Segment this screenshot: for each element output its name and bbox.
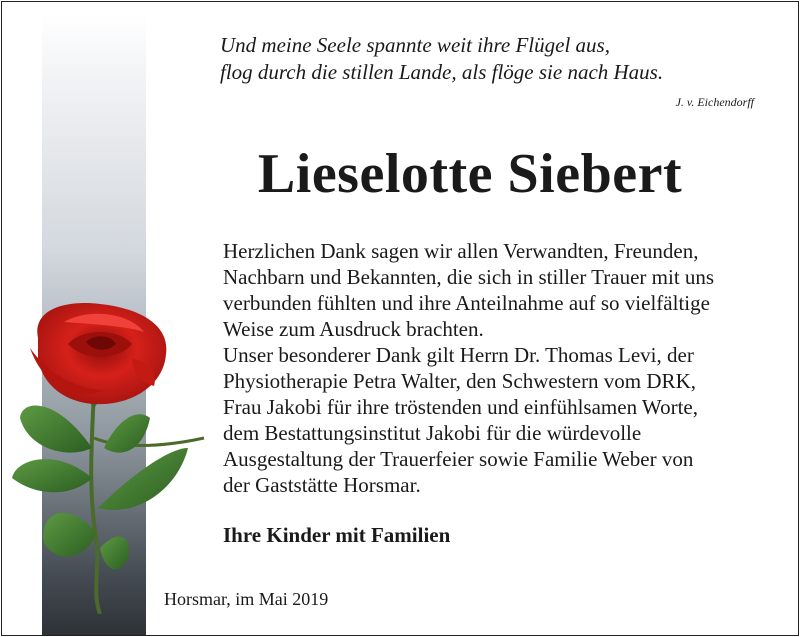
message-line: Physiotherapie Petra Walter, den Schwestern vom DRK, bbox=[223, 369, 696, 393]
deceased-name: Lieselotte Siebert bbox=[257, 143, 683, 205]
place-date: Horsmar, im Mai 2019 bbox=[164, 589, 329, 609]
signature: Ihre Kinder mit Familien bbox=[223, 523, 451, 547]
obituary-card bbox=[1, 1, 799, 636]
message-line: Frau Jakobi für ihre tröstenden und einfühlsamen Worte, bbox=[223, 395, 698, 419]
message-line: Unser besonderer Dank gilt Herrn Dr. Thomas Levi, der bbox=[223, 343, 694, 367]
quote-line: flog durch die stillen Lande, als flöge sie nach Haus. bbox=[220, 60, 664, 84]
message-line: Herzlichen Dank sagen wir allen Verwandten, Freunden, bbox=[223, 239, 699, 263]
red-rose-icon bbox=[8, 298, 214, 614]
message-line: Weise zum Ausdruck brachten. bbox=[223, 317, 484, 341]
thank-you-message bbox=[223, 238, 714, 498]
message-line: verbunden fühlten und ihre Anteilnahme auf so vielfältige bbox=[223, 291, 710, 315]
quote-block bbox=[220, 32, 663, 86]
message-line: dem Bestattungsinstitut Jakobi für die würdevolle bbox=[223, 421, 642, 445]
quote-line: Und meine Seele spannte weit ihre Flügel aus, bbox=[220, 33, 610, 57]
message-line: der Gaststätte Horsmar. bbox=[223, 473, 421, 497]
quote-author: J. v. Eichendorff bbox=[675, 95, 754, 109]
message-line: Nachbarn und Bekannten, die sich in stiller Trauer mit uns bbox=[223, 265, 715, 289]
message-line: Ausgestaltung der Trauerfeier sowie Familie Weber von bbox=[223, 447, 694, 471]
